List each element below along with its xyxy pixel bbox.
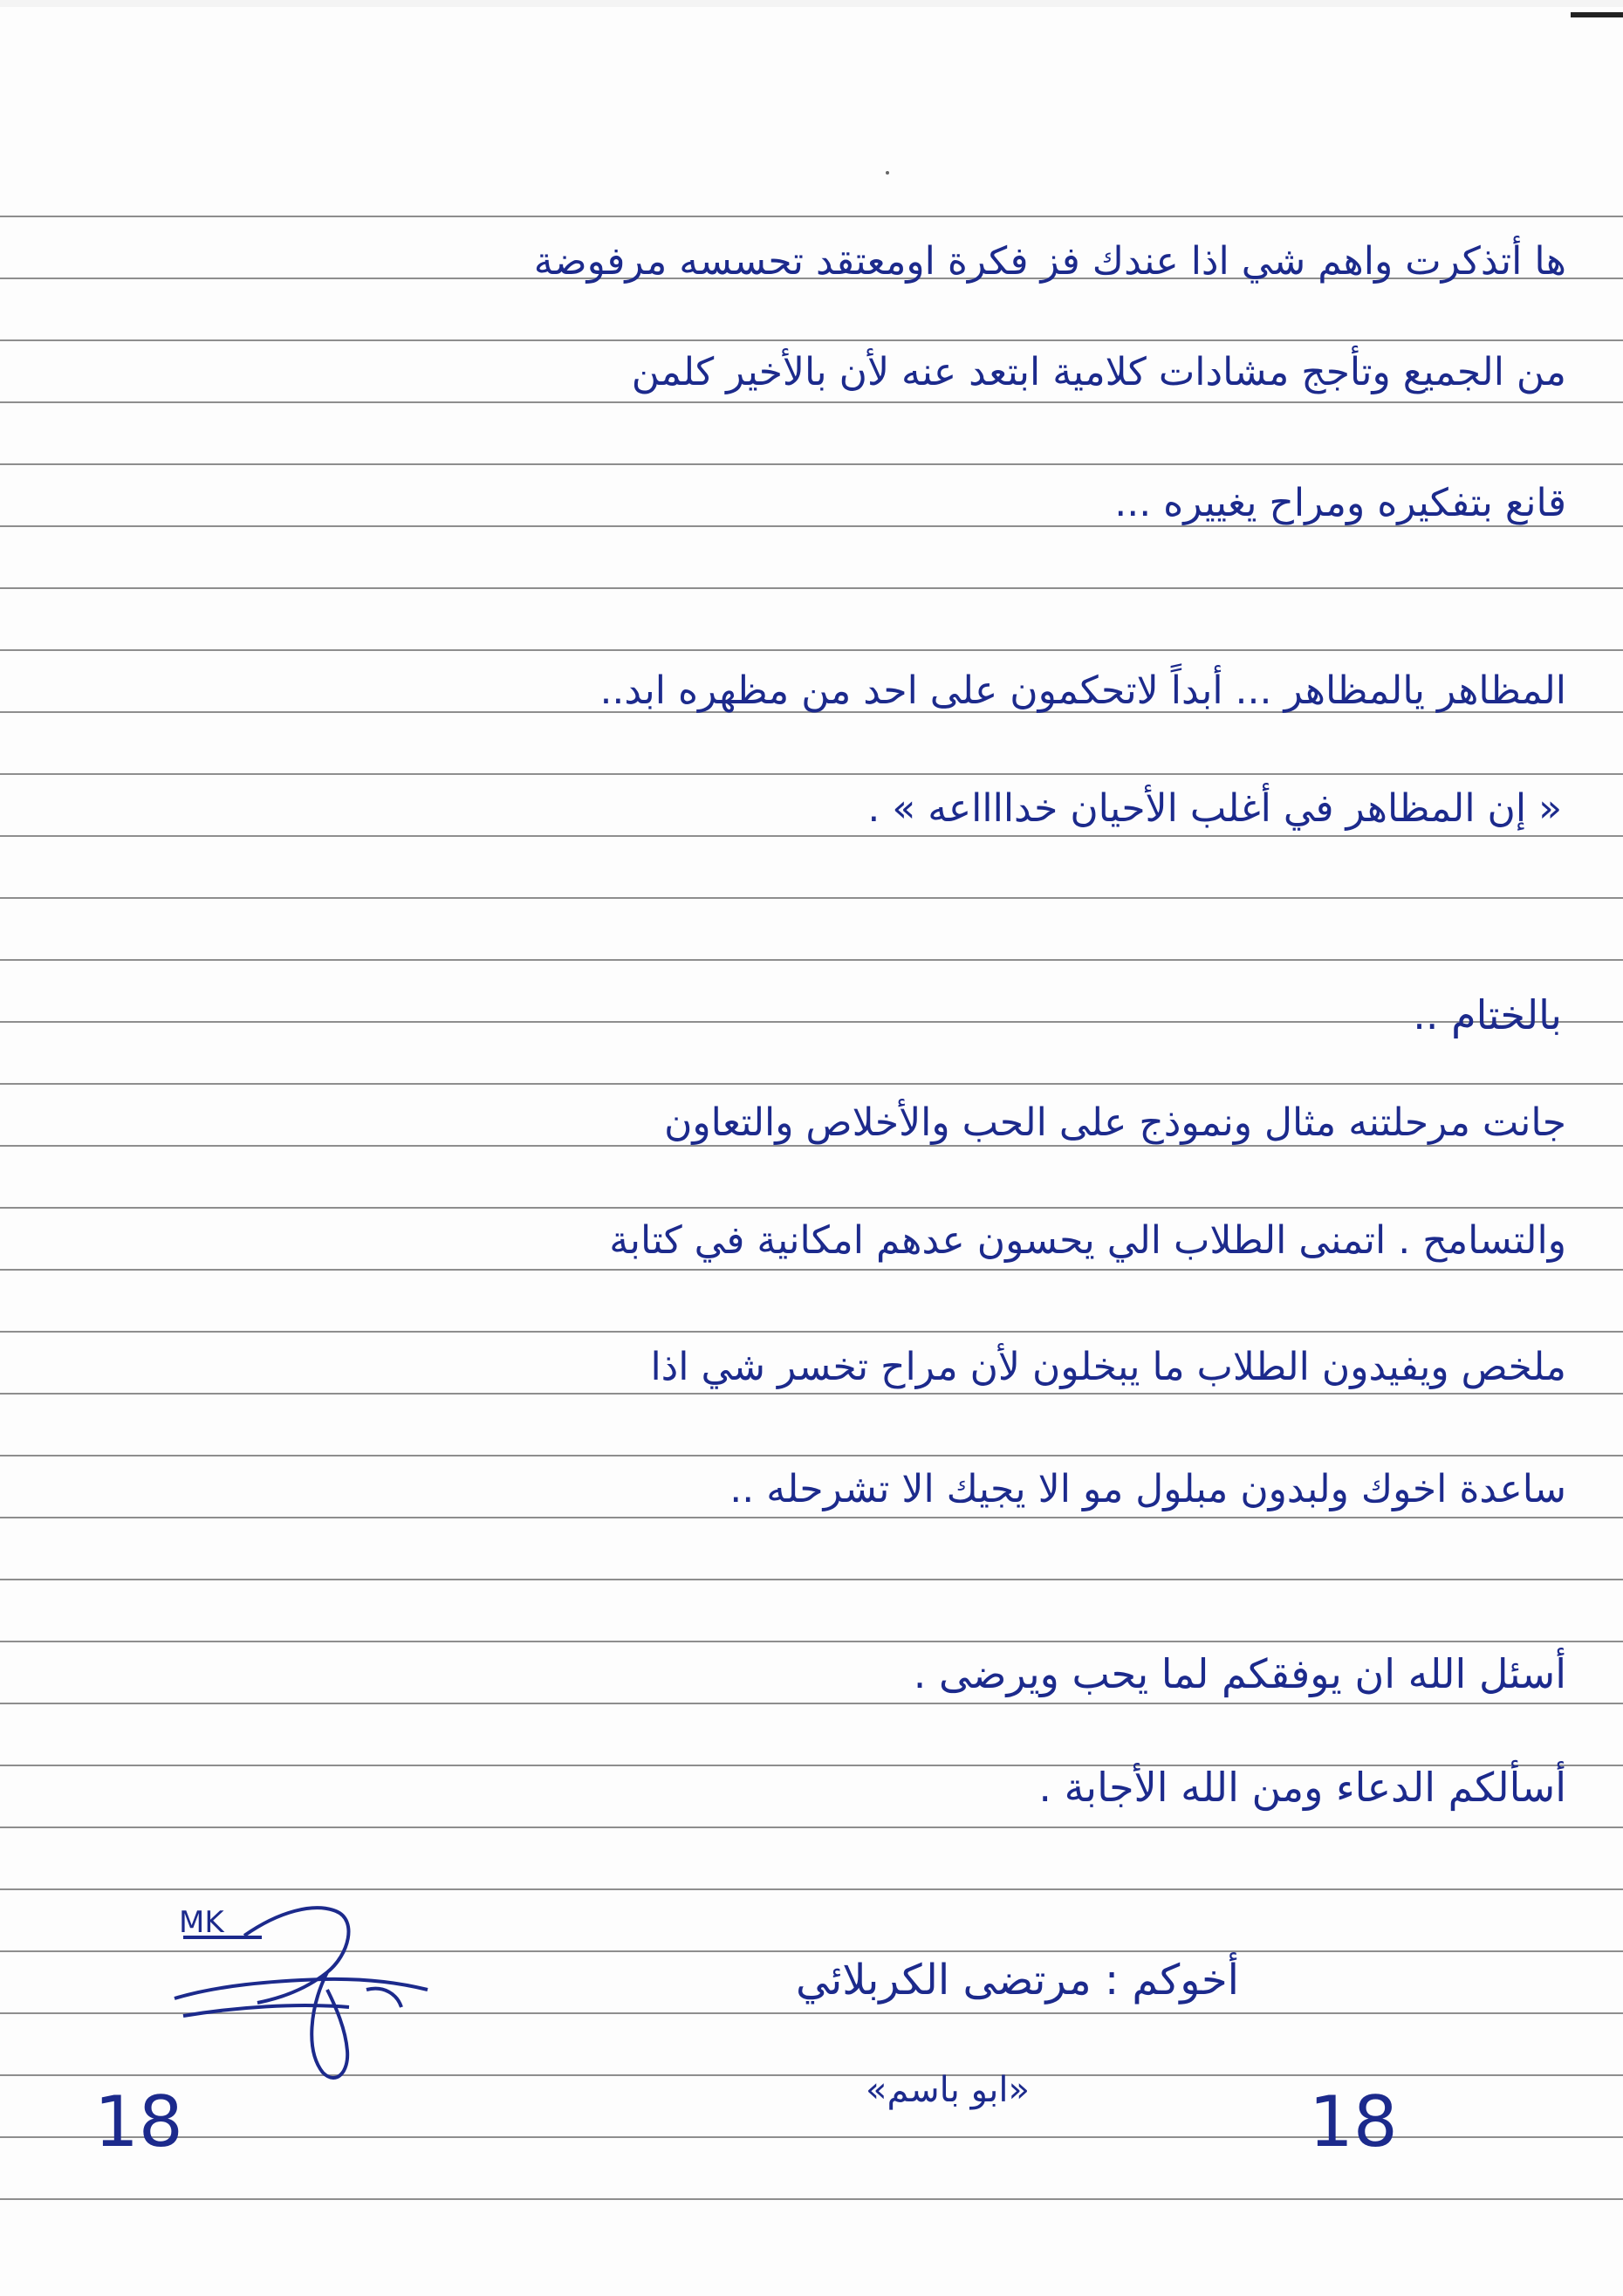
text-line-2: من الجميع وتأجج مشادات كلامية ابتعد عنه لأن بالأخير كلمن	[631, 350, 1566, 394]
text-line-11: أسئل الله ان يوفقكم لما يحب ويرضى .	[913, 1650, 1566, 1697]
scan-corner-mark	[1571, 12, 1623, 17]
page-top-margin	[0, 0, 1623, 208]
signature-initials: MK	[179, 1905, 224, 1940]
text-line-3: قانع بتفكيره ومراح يغييره ...	[1114, 481, 1566, 525]
page-bottom-margin	[0, 2221, 1623, 2296]
text-line-1: ها أتذكرت واهم شي اذا عندك فز فكرة اومعتقد تحسسه مرفوضة	[533, 239, 1566, 284]
text-line-10: ساعدة اخوك ولبدون مبلول مو الا يجيك الا تشرحله ..	[729, 1467, 1566, 1511]
page-number-left: 18	[94, 2081, 183, 2162]
signature-closing: أخوكم : مرتضى الكربلائي	[795, 1956, 1239, 2005]
text-line-8: والتسامح . اتمنى الطلاب الي يحسون عدهم امكانية في كتابة	[609, 1218, 1566, 1263]
ink-dot	[886, 171, 889, 175]
page-top-edge	[0, 0, 1623, 7]
page-number-right: 18	[1309, 2081, 1398, 2162]
text-line-7: جانت مرحلتنه مثال ونموذج على الحب والأخلاص والتعاون	[664, 1100, 1566, 1145]
text-line-5: « إن المظاهر في أغلب الأحيان خدااااعه » .	[867, 786, 1562, 831]
text-line-12: أسألكم الدعاء ومن الله الأجابة .	[1038, 1764, 1566, 1811]
signature-mark	[148, 1876, 462, 2094]
signature-nickname: «ابو باسم»	[865, 2070, 1030, 2110]
text-line-9: ملخص ويفيدون الطلاب ما يبخلون لأن مراح تخسر شي اذا	[650, 1345, 1566, 1389]
text-line-6: بالختام ..	[1413, 991, 1562, 1038]
text-line-4: المظاهر يالمظاهر ... أبداً لاتحكمون على احد من مظهره ابد..	[599, 668, 1566, 713]
